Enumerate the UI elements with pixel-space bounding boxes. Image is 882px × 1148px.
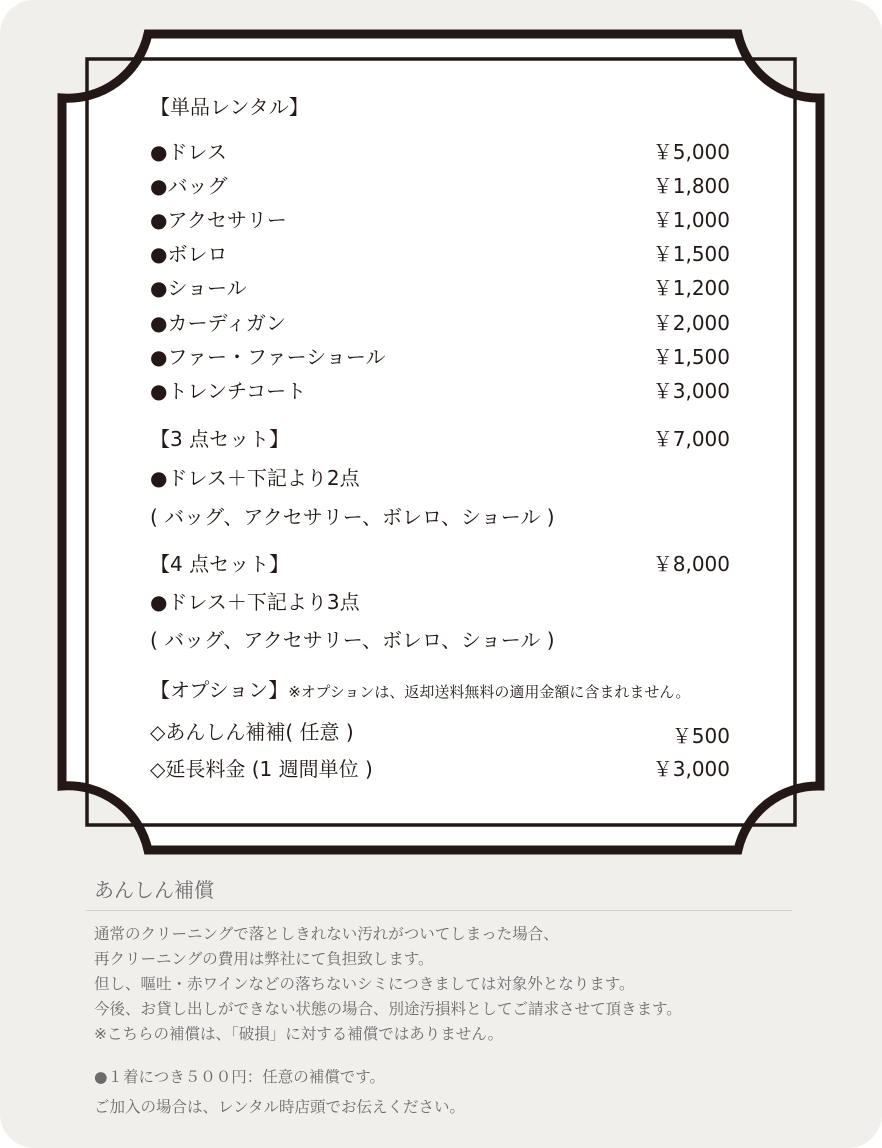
set3-description: ●ドレス＋下記より2点	[150, 466, 360, 490]
option-item-extension: ◇延長料金 (1 週間単位 ) ￥3,000	[150, 757, 730, 781]
set3-choices: ( バッグ、アクセサリー、ボレロ、ショール )	[150, 505, 555, 529]
option-item-guarantee: ◇あんしん補補( 任意 ) ￥500	[150, 720, 730, 748]
guarantee-apply-note: ご加入の場合は、レンタル時店頭でお伝えください。	[94, 1098, 465, 1116]
menu-item-cardigan: ●カーディガン ￥2,000	[150, 311, 730, 335]
guarantee-fee: ●１着につき５００円：任意の補償です。	[94, 1068, 385, 1086]
menu-item-dress: ●ドレス ￥5,000	[150, 140, 730, 164]
guarantee-text-line: 今後、お貸し出しができない状態の場合、別途汚損料としてご請求させて頂きます。	[94, 1000, 682, 1018]
divider	[86, 910, 792, 911]
menu-item-fur: ●ファー・ファーショール ￥1,500	[150, 345, 730, 369]
menu-item-bolero: ●ボレロ ￥1,500	[150, 242, 730, 266]
guarantee-text-line: 再クリーニングの費用は弊社にて負担致します。	[94, 950, 434, 968]
guarantee-text-line: ※こちらの補償は、「破損」に対する補償ではありません。	[94, 1025, 504, 1043]
section-header-set4: 【4 点セット】 ￥8,000	[150, 552, 730, 576]
menu-item-bag: ●バッグ ￥1,800	[150, 174, 730, 198]
set4-description: ●ドレス＋下記より3点	[150, 590, 360, 614]
section-header-option	[150, 675, 730, 705]
guarantee-text-line: 但し、嘔吐・赤ワインなどの落ちないシミにつきましては対象外となります。	[94, 975, 635, 993]
section-header-single: 【単品レンタル】	[150, 95, 309, 119]
guarantee-title: あんしん補償	[94, 878, 214, 902]
option-note: ※オプションは、返却送料無料の適用金額に含まれません。	[288, 683, 691, 701]
set4-choices: ( バッグ、アクセサリー、ボレロ、ショール )	[150, 628, 555, 652]
menu-item-accessory: ●アクセサリー ￥1,000	[150, 208, 730, 232]
menu-item-trench-coat: ●トレンチコート ￥3,000	[150, 379, 730, 403]
menu-item-shawl: ●ショール ￥1,200	[150, 276, 730, 300]
guarantee-text-line: 通常のクリーニングで落としきれない汚れがついてしまった場合、	[94, 925, 559, 943]
option-header: 【オプション】	[150, 678, 289, 702]
section-header-set3: 【3 点セット】 ￥7,000	[150, 427, 730, 451]
